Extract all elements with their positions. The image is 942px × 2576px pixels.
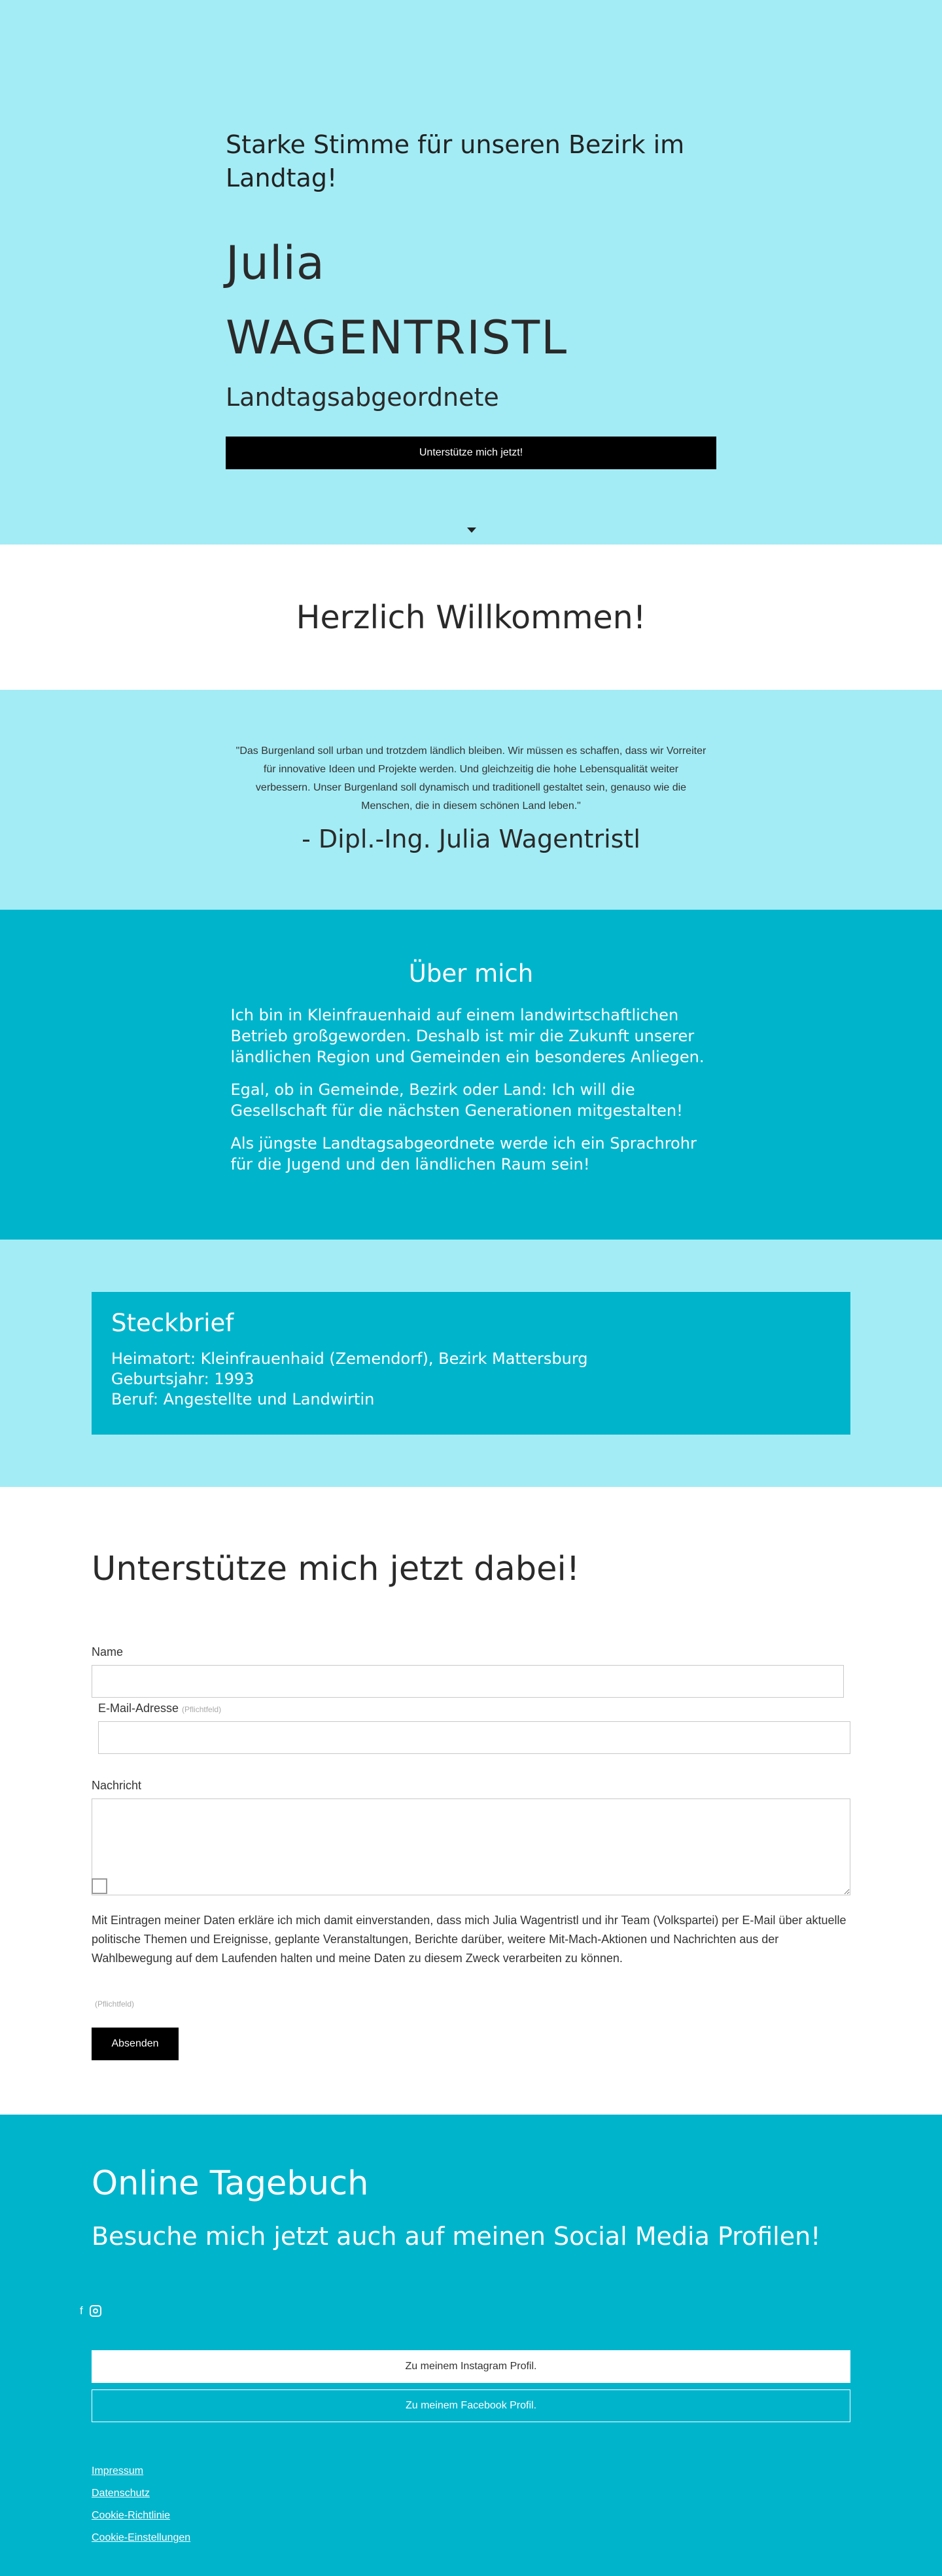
profile-card xyxy=(92,1292,850,1435)
profile-title: Steckbrief xyxy=(111,1309,234,1337)
about-paragraph: Egal, ob in Gemeinde, Bezirk oder Land: Ich will die Gesellschaft für die nächsten Generationen mitgestalten! xyxy=(230,1081,683,1120)
email-label xyxy=(98,1702,221,1715)
name-input[interactable] xyxy=(92,1665,844,1698)
scroll-down-arrow-icon[interactable] xyxy=(467,528,476,533)
hero-last-name: WAGENTRISTL xyxy=(226,310,568,365)
submit-button[interactable]: Absenden xyxy=(92,2028,179,2060)
profile-hometown: Heimatort: Kleinfrauenhaid (Zemendorf), Bezirk Mattersburg xyxy=(111,1350,588,1368)
welcome-title: Herzlich Willkommen! xyxy=(296,598,646,636)
message-label: Nachricht xyxy=(92,1779,142,1792)
hero-role: Landtagsabgeordnete xyxy=(226,382,499,412)
instagram-icon[interactable] xyxy=(90,2305,101,2317)
footer-link-impressum[interactable]: Impressum xyxy=(92,2465,144,2477)
email-label-text: E-Mail-Adresse xyxy=(98,1702,179,1715)
footer-subtitle: Besuche mich jetzt auch auf meinen Social Media Profilen! xyxy=(92,2222,821,2251)
quote-section xyxy=(0,690,942,910)
facebook-profile-button[interactable]: Zu meinem Facebook Profil. xyxy=(92,2389,850,2422)
footer-link-datenschutz[interactable]: Datenschutz xyxy=(92,2488,150,2499)
footer-title: Online Tagebuch xyxy=(92,2164,369,2203)
email-required-tag: (Pflichtfeld) xyxy=(182,1705,222,1714)
profile-occupation: Beruf: Angestellte und Landwirtin xyxy=(111,1390,375,1408)
facebook-icon[interactable]: f xyxy=(80,2304,83,2317)
profile-section xyxy=(0,1240,942,1487)
support-form-section xyxy=(0,1487,942,2115)
message-textarea[interactable] xyxy=(92,1798,850,1895)
consent-text: Mit Eintragen meiner Daten erkläre ich mich damit einverstanden, dass mich Julia Wagentristl und ihr Team (Volkspartei) per E-Mail über aktuelle politische Themen und Ereignisse, geplante Veranstaltungen, Berichte darüber, weitere Mit-Mach-Aktionen und Nachrichten aus der Wahlbewegung auf dem Laufenden halten und meine Daten zu diesem Zweck verarbeiten zu können. xyxy=(92,1914,846,1965)
quote-text: "Das Burgenland soll urban und trotzdem ländlich bleiben. Wir müssen es schaffen, dass wir Vorreiter für innovative Ideen und Projekte werden. Und gleichzeitig die hohe Lebensqualität weiter verbessern. Unser Burgenland soll dynamisch und traditionell gestaltet sein, genauso wie die Menschen, die in diesem schönen Land leben." xyxy=(236,745,706,812)
about-paragraph: Ich bin in Kleinfrauenhaid auf einem landwirtschaftlichen Betrieb großgeworden. Deshalb ist mir die Zukunft unserer ländlichen Region und Gemeinden ein besonderes Anliegen. xyxy=(230,1006,705,1066)
quote-author: - Dipl.-Ing. Julia Wagentristl xyxy=(302,825,640,853)
hero-content xyxy=(226,128,716,469)
hero-first-name: Julia xyxy=(226,236,325,290)
consent-checkbox[interactable] xyxy=(92,1878,107,1894)
form-title: Unterstütze mich jetzt dabei! xyxy=(92,1550,580,1588)
profile-birth-year: Geburtsjahr: 1993 xyxy=(111,1370,254,1388)
about-section xyxy=(0,910,942,1240)
footer-links xyxy=(92,2460,190,2549)
name-label: Name xyxy=(92,1645,124,1658)
social-icons xyxy=(80,2304,101,2317)
required-field-note: (Pflichtfeld) xyxy=(95,1999,135,2009)
footer-section xyxy=(0,2115,942,2576)
footer-link-cookie-richtlinie[interactable]: Cookie-Richtlinie xyxy=(92,2510,171,2521)
hero-section xyxy=(0,0,942,545)
instagram-profile-button[interactable]: Zu meinem Instagram Profil. xyxy=(92,2350,850,2383)
about-title: Über mich xyxy=(408,959,534,988)
welcome-section xyxy=(0,545,942,690)
hero-tagline: Starke Stimme für unseren Bezirk im Landtag! xyxy=(226,130,685,193)
about-body xyxy=(231,1005,712,1175)
support-cta-button[interactable]: Unterstütze mich jetzt! xyxy=(226,437,716,469)
footer-link-cookie-einstellungen[interactable]: Cookie-Einstellungen xyxy=(92,2532,191,2543)
about-paragraph: Als jüngste Landtagsabgeordnete werde ich ein Sprachrohr für die Jugend und den ländlichen Raum sein! xyxy=(230,1134,697,1173)
email-input[interactable] xyxy=(98,1721,850,1754)
